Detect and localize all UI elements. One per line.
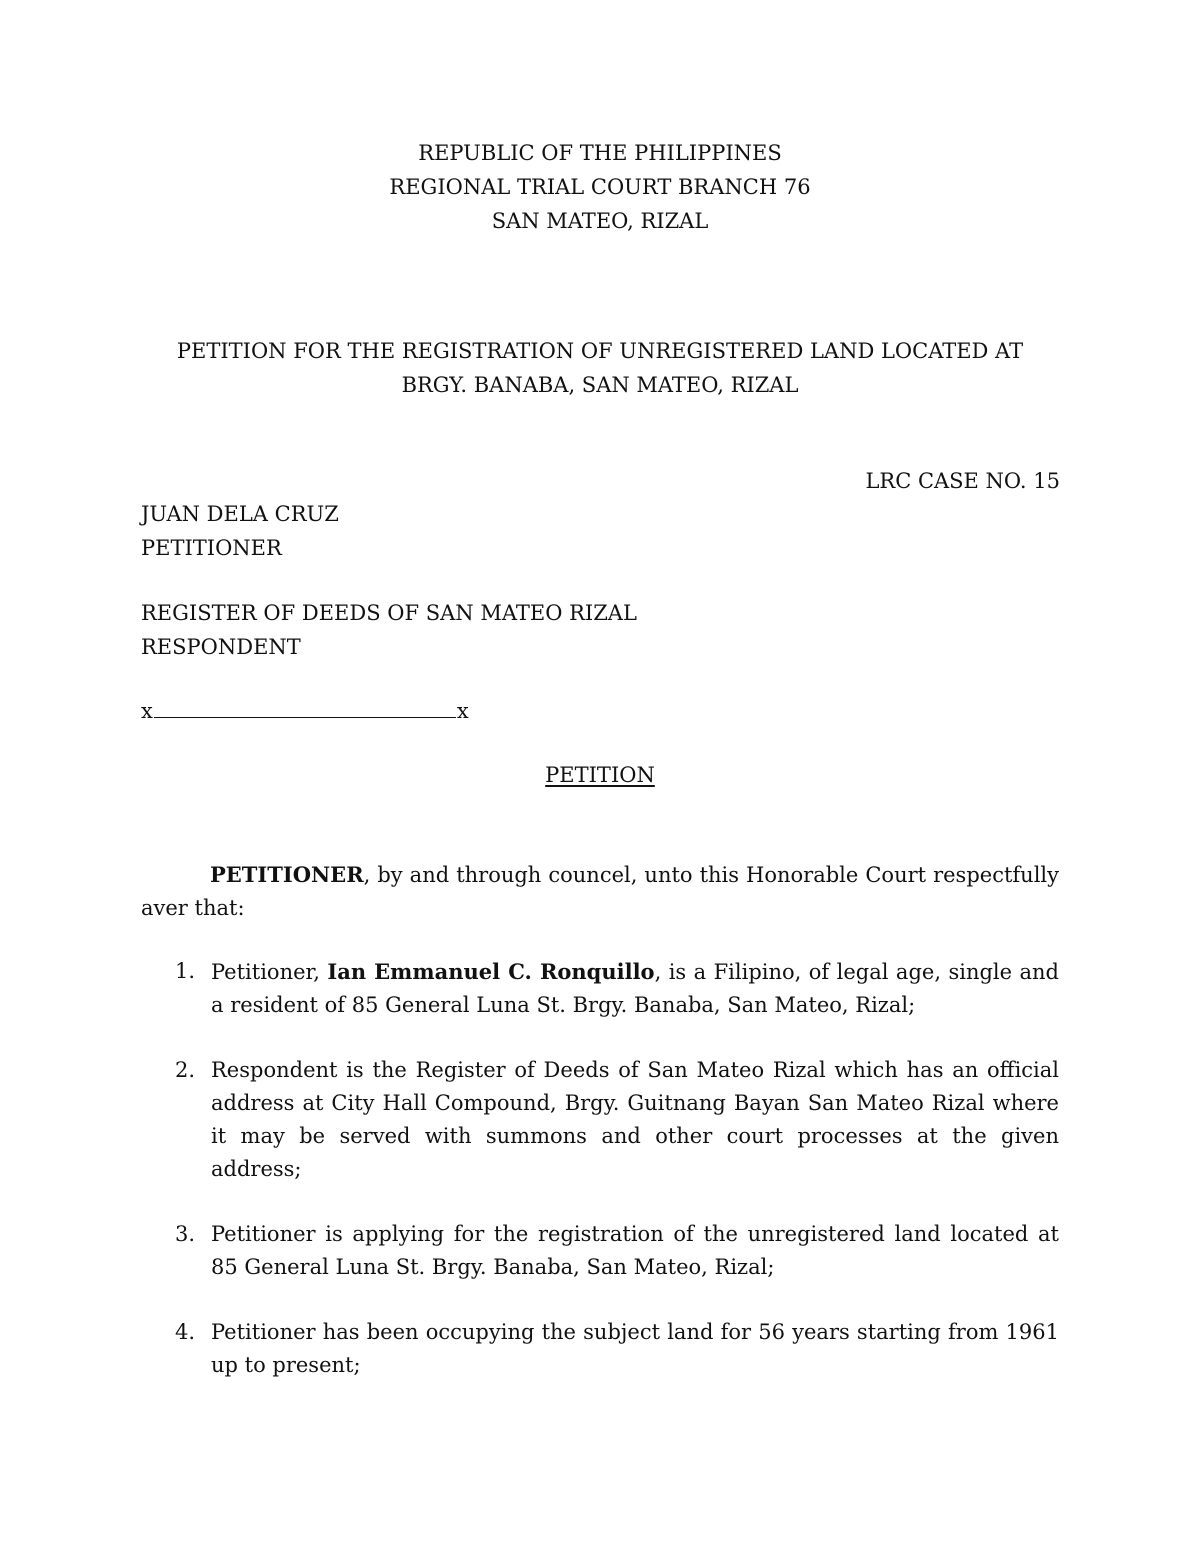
item-text: Respondent is the Register of Deeds of San Mateo Rizal which has an official address at City Hall Compound, Brgy. Guitnang Bayan San Mateo Rizal where it may be served with summons and other court processes at the given address; — [211, 1058, 1059, 1181]
header-court-branch: REGIONAL TRIAL COURT BRANCH 76 — [389, 175, 811, 199]
allegations-list — [141, 955, 1059, 1414]
petition-title — [0, 334, 1200, 402]
item-number: 2. — [175, 1058, 196, 1082]
item-text-before: Petitioner, — [211, 960, 328, 984]
separator-right-mark: x — [456, 699, 469, 723]
heading-text: PETITION — [545, 763, 655, 787]
separator-left-mark: x — [141, 699, 153, 723]
item-number: 3. — [175, 1222, 196, 1246]
item-number: 4. — [175, 1320, 196, 1344]
petitioner-name: JUAN DELA CRUZ — [141, 502, 339, 526]
separator-rule — [154, 699, 456, 718]
item-text: Petitioner has been occupying the subject land for 56 years starting from 1961 up to present; — [211, 1320, 1059, 1377]
list-item — [141, 955, 1059, 1022]
item-text: Petitioner is applying for the registration of the unregistered land located at 85 General Luna St. Brgy. Banaba, San Mateo, Rizal; — [211, 1222, 1059, 1279]
court-header — [0, 136, 1200, 238]
intro-paragraph — [141, 858, 1059, 925]
header-republic: REPUBLIC OF THE PHILIPPINES — [418, 141, 782, 165]
intro-lead: PETITIONER — [210, 862, 364, 887]
title-line-1: PETITION FOR THE REGISTRATION OF UNREGISTERED LAND LOCATED AT — [176, 339, 1024, 363]
petitioner-role: PETITIONER — [141, 536, 282, 560]
list-item — [141, 1218, 1059, 1284]
list-item — [141, 1316, 1059, 1382]
item-petitioner-name: Ian Emmanuel C. Ronquillo — [327, 959, 655, 984]
header-location: SAN MATEO, RIZAL — [491, 209, 709, 233]
list-item — [141, 1054, 1059, 1186]
petition-heading — [0, 758, 1200, 792]
item-text-after: , is a Filipino, of legal age, single and a resident of 85 General Luna St. Brgy. Banaba, San Mateo, Rizal; — [211, 960, 1059, 1017]
respondent-block — [141, 596, 637, 664]
petitioner-block — [141, 497, 339, 565]
respondent-role: RESPONDENT — [141, 635, 301, 659]
respondent-name: REGISTER OF DEEDS OF SAN MATEO RIZAL — [141, 601, 637, 625]
caption-separator — [141, 694, 469, 728]
item-number: 1. — [175, 959, 196, 983]
title-line-2: BRGY. BANABA, SAN MATEO, RIZAL — [401, 373, 799, 397]
case-number: LRC CASE NO. 15 — [865, 469, 1060, 493]
intro-text: , by and through councel, unto this Honorable Court respectfully aver that: — [141, 863, 1059, 920]
